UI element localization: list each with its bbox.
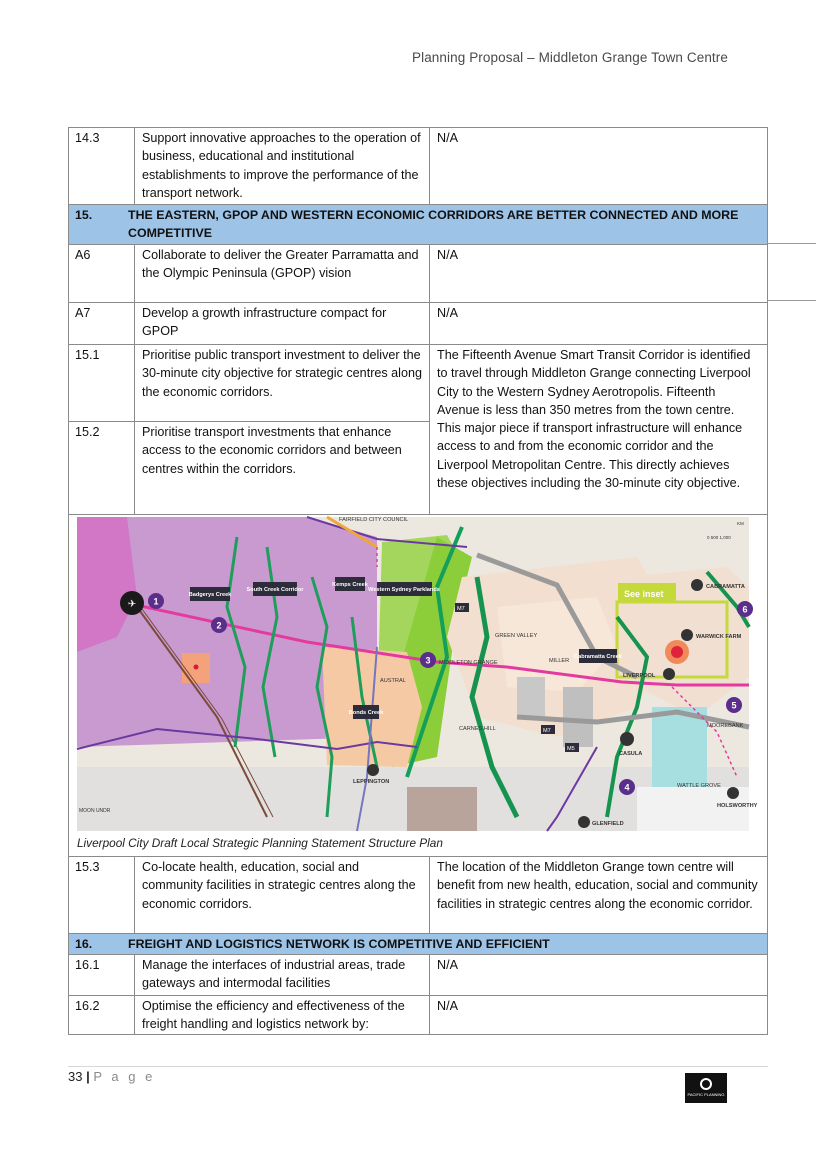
row-id: 14.3 <box>69 128 135 204</box>
map-label: CABRAMATTA <box>706 584 745 590</box>
row-id: 16.2 <box>69 996 135 1034</box>
row-response: The location of the Middleton Grange town centre will benefit from new health, education, social and community facilities in strategic centres along the economic corridor. <box>437 860 758 911</box>
map-scale: KM <box>737 521 744 526</box>
section-number: 16. <box>75 937 93 951</box>
map-label: MIDDLETON GRANGE <box>439 660 498 666</box>
map-label: LEPPINGTON <box>353 779 390 785</box>
map-label: Cabramatta Creek <box>574 654 622 660</box>
row-action: Develop a growth infrastructure compact for GPOP <box>135 303 430 344</box>
svg-text:3: 3 <box>425 655 431 666</box>
map-label: MILLER <box>549 658 570 664</box>
row-id: A7 <box>69 303 135 344</box>
train-station-icon <box>681 629 693 641</box>
row-id: 15.2 <box>69 422 135 514</box>
map-label: M5 <box>567 746 575 752</box>
table-row-merged <box>68 344 768 514</box>
map-label: WARWICK FARM <box>696 634 742 640</box>
logo-text: PACIFIC PLANNING <box>687 1092 725 1097</box>
map-label: M7 <box>543 728 551 734</box>
map-label: See inset <box>624 589 664 599</box>
table-extension-line <box>768 300 816 301</box>
svg-text:1: 1 <box>153 596 159 607</box>
section-header-16 <box>68 933 768 954</box>
row-action: Manage the interfaces of industrial areas, trade gateways and intermodal facilities <box>135 955 430 995</box>
row-action: Optimise the efficiency and effectiveness of the freight handling and logistics network by: <box>135 996 430 1034</box>
svg-text:4: 4 <box>624 782 630 793</box>
table-extension-line <box>768 243 816 244</box>
map-label: AUSTRAL <box>380 678 406 684</box>
map-label: HOLSWORTHY <box>717 803 758 809</box>
row-action: Co-locate health, education, social and community facilities in strategic centres along the economic corridors. <box>135 857 430 933</box>
page-footer <box>68 1069 155 1084</box>
row-action: Prioritise public transport investment to deliver the 30-minute city objective for strategic centres along the economic corridors. <box>135 345 430 421</box>
svg-text:6: 6 <box>742 604 748 615</box>
bus-interchange-icon <box>620 732 634 746</box>
map-caption: Liverpool City Draft Local Strategic Planning Statement Structure Plan <box>77 836 443 850</box>
map-label: M7 <box>457 606 465 612</box>
svg-text:5: 5 <box>731 700 737 711</box>
table-row <box>68 856 768 933</box>
map-graphic <box>77 517 758 831</box>
row-response: The Fifteenth Avenue Smart Transit Corridor is identified to travel through Middleton Grange connecting Liverpool City to the Western Sydney Aerotropolis. Fifteenth Avenue is less than 350 metres from the town centre. This major piece if transport infrastructure will enhance access to and from the economic corridor and the Liverpool Metropolitan Centre. This directly achieves these objectives including the 30-minute city objective. <box>437 348 751 491</box>
map-label: WATTLE GROVE <box>677 783 721 789</box>
section-number: 15. <box>75 208 93 222</box>
planning-table <box>68 127 768 1035</box>
section-title: FREIGHT AND LOGISTICS NETWORK IS COMPETITIVE AND EFFICIENT <box>128 937 550 951</box>
row-response: N/A <box>437 999 458 1013</box>
page-word: P a g e <box>93 1069 156 1084</box>
row-action: Support innovative approaches to the operation of business, educational and institutional establishments to improve the performance of the transport network. <box>135 128 430 204</box>
train-station-icon <box>578 816 590 828</box>
map-label: Kemps Creek <box>332 582 368 588</box>
map-label: CARNES HILL <box>459 726 496 732</box>
map-label: MOON UNDR <box>79 808 111 814</box>
row-id: 15.3 <box>69 857 135 933</box>
company-logo <box>685 1073 727 1103</box>
page-separator: | <box>86 1069 90 1084</box>
map-label: GREEN VALLEY <box>495 633 538 639</box>
table-row <box>68 954 768 995</box>
map-label: Bonds Creek <box>348 710 384 716</box>
map-label: LIVERPOOL <box>623 673 656 679</box>
train-station-icon <box>367 764 379 776</box>
section-header-15 <box>68 204 768 244</box>
row-id: 16.1 <box>69 955 135 995</box>
footer-divider <box>68 1066 768 1067</box>
map-row <box>68 514 768 856</box>
train-station-icon <box>663 668 675 680</box>
page-header-title: Planning Proposal – Middleton Grange Town Centre <box>412 50 728 65</box>
section-title: THE EASTERN, GPOP AND WESTERN ECONOMIC CORRIDORS ARE BETTER CONNECTED AND MORE COMPETITIVE <box>128 208 739 241</box>
row-id: A6 <box>69 245 135 302</box>
table-row <box>68 302 768 344</box>
table-row <box>68 995 768 1035</box>
row-id: 15.1 <box>69 345 135 421</box>
map-label: Western Sydney Parklands <box>368 587 440 593</box>
structure-plan-map <box>77 517 758 831</box>
row-response: N/A <box>437 248 458 262</box>
map-label: MOOREBANK <box>707 723 744 729</box>
svg-text:2: 2 <box>216 620 222 631</box>
map-scale: 0 500 1,000 <box>707 535 731 540</box>
map-label: FAIRFIELD CITY COUNCIL <box>339 517 409 523</box>
logo-icon <box>700 1078 712 1090</box>
table-row <box>68 127 768 204</box>
row-action: Prioritise transport investments that enhance access to the economic corridors and between centres within the corridors. <box>135 422 430 514</box>
map-label: Badgerys Creek <box>188 592 232 598</box>
svg-text:✈: ✈ <box>127 599 137 610</box>
row-response: N/A <box>437 131 458 145</box>
page-number: 33 <box>68 1069 83 1084</box>
map-label: South Creek Corridor <box>246 587 304 593</box>
row-response: N/A <box>437 306 458 320</box>
table-row <box>68 244 768 302</box>
map-label: CASULA <box>619 751 643 757</box>
map-label: GLENFIELD <box>592 821 624 827</box>
row-response: N/A <box>437 958 458 972</box>
train-station-icon <box>691 579 703 591</box>
row-action: Collaborate to deliver the Greater Parramatta and the Olympic Peninsula (GPOP) vision <box>135 245 430 302</box>
train-station-icon <box>727 787 739 799</box>
